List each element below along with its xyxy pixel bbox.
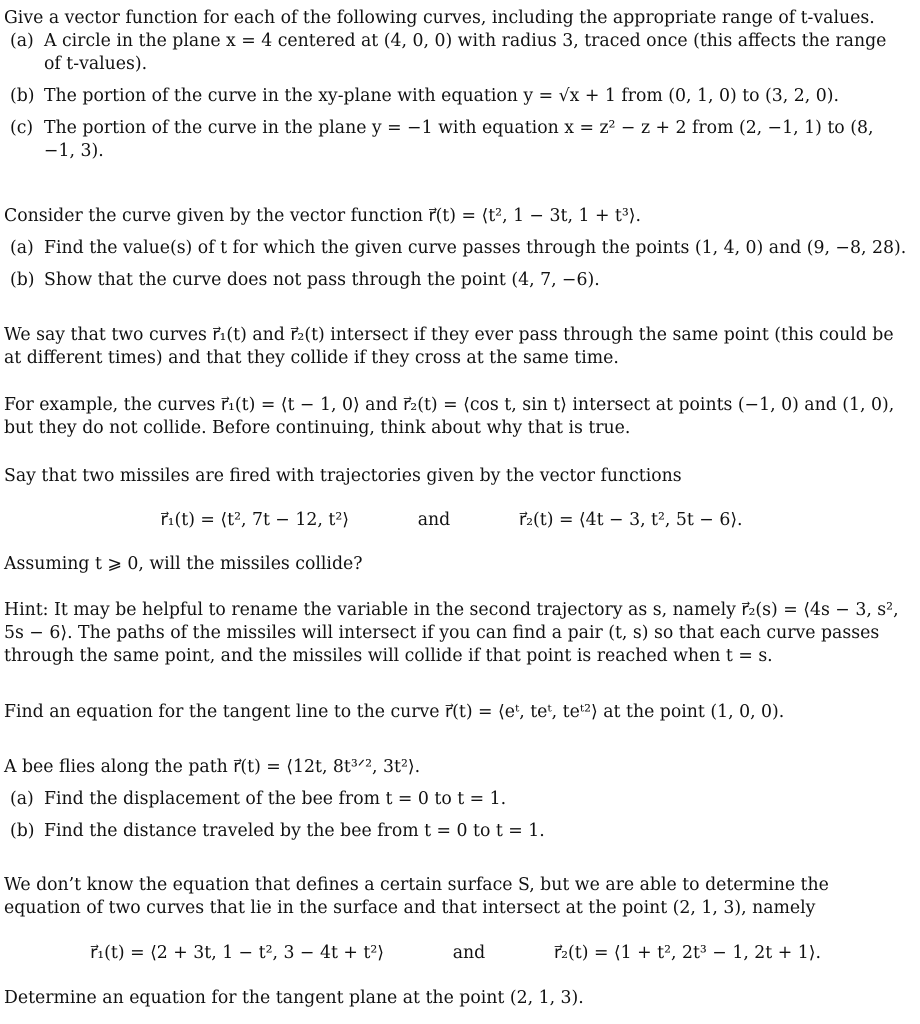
part-label: (b): [10, 86, 35, 106]
surface-intro: We don’t know the equation that defines a certain surface S, but we are able to determine the equation of two curves that lie in the surface and that intersect at the point (2, 1, 3), namely: [4, 875, 829, 918]
part-text: The portion of the curve in the plane y = −1 with equation x = z² − z + 2 from (2, −1, 1) to (8, −1, 3).: [44, 118, 874, 161]
problem-1-part-b: [4, 85, 908, 108]
and-word: and: [452, 943, 486, 963]
part-text: Show that the curve does not pass through the point (4, 7, −6).: [44, 270, 600, 290]
bee-part-b: [4, 820, 545, 843]
problem-1-part-c: [4, 117, 908, 163]
surface-curve-equations: [4, 942, 908, 965]
collision-example: For example, the curves r⃗₁(t) = ⟨t − 1, 0⟩ and r⃗₂(t) = ⟨cos t, sin t⟩ intersect at points (−1, 0) and (1, 0), but they do not collide. Before continuing, think about why that is true.: [4, 395, 895, 438]
part-text: Find the value(s) of t for which the given curve passes through the points (1, 4, 0) and (9, −8, 28).: [44, 238, 907, 258]
problem-1-intro: Give a vector function for each of the following curves, including the appropriate range of t-values.: [4, 8, 875, 28]
part-text: Find the distance traveled by the bee from t = 0 to t = 1.: [44, 821, 545, 841]
problem-2: [4, 205, 906, 292]
part-label: (a): [10, 789, 34, 809]
part-text: A circle in the plane x = 4 centered at (4, 0, 0) with radius 3, traced once (this affects the range of t-values).: [44, 31, 887, 74]
part-label: (b): [10, 821, 35, 841]
tangent-line-problem: Find an equation for the tangent line to the curve r⃗(t) = ⟨eᵗ, teᵗ, teᵗ²⟩ at the point (1, 0, 0).: [4, 702, 785, 722]
surface-curve-2: r⃗₂(t) = ⟨1 + t², 2t³ − 1, 2t + 1⟩.: [554, 943, 821, 963]
tangent-plane-question: Determine an equation for the tangent plane at the point (2, 1, 3).: [4, 988, 584, 1008]
problem-2-part-b: [4, 269, 906, 292]
missiles-intro: Say that two missiles are fired with trajectories given by the vector functions: [4, 466, 682, 486]
part-text: The portion of the curve in the xy-plane with equation y = √x + 1 from (0, 1, 0) to (3, 2, 0).: [44, 86, 839, 106]
and-word: and: [417, 510, 451, 530]
problem-2-part-a: [4, 237, 906, 260]
intersect-definition: We say that two curves r⃗₁(t) and r⃗₂(t) intersect if they ever pass through the same point (this could be at different times) and that they collide if they cross at the same time.: [4, 325, 894, 368]
missiles-hint: Hint: It may be helpful to rename the variable in the second trajectory as s, namely r⃗₂(s) = ⟨4s − 3, s², 5s − 6⟩. The paths of the missiles will intersect if you can find a pair (t, s) so that each curve passes through the same point, and the missiles will collide if that point is reached when t = s.: [4, 600, 899, 666]
missiles-question: Assuming t ⩾ 0, will the missiles collide?: [4, 554, 363, 574]
bee-intro: A bee flies along the path r⃗(t) = ⟨12t, 8t³ᐟ², 3t²⟩.: [4, 757, 421, 777]
part-text: Find the displacement of the bee from t = 0 to t = 1.: [44, 789, 507, 809]
surface-curve-1: r⃗₁(t) = ⟨2 + 3t, 1 − t², 3 − 4t + t²⟩: [90, 943, 384, 963]
bee-problem: [4, 756, 545, 843]
part-label: (c): [10, 118, 34, 138]
part-label: (b): [10, 270, 35, 290]
part-label: (a): [10, 238, 34, 258]
missile-equation-1: r⃗₁(t) = ⟨t², 7t − 12, t²⟩: [160, 510, 349, 530]
problem-1-part-a: [4, 30, 908, 76]
missile-equation-2: r⃗₂(t) = ⟨4t − 3, t², 5t − 6⟩.: [519, 510, 743, 530]
problem-2-intro: Consider the curve given by the vector function r⃗(t) = ⟨t², 1 − 3t, 1 + t³⟩.: [4, 206, 642, 226]
missile-equations: [4, 509, 908, 532]
problem-1: [4, 7, 908, 163]
bee-part-a: [4, 788, 545, 811]
part-label: (a): [10, 31, 34, 51]
